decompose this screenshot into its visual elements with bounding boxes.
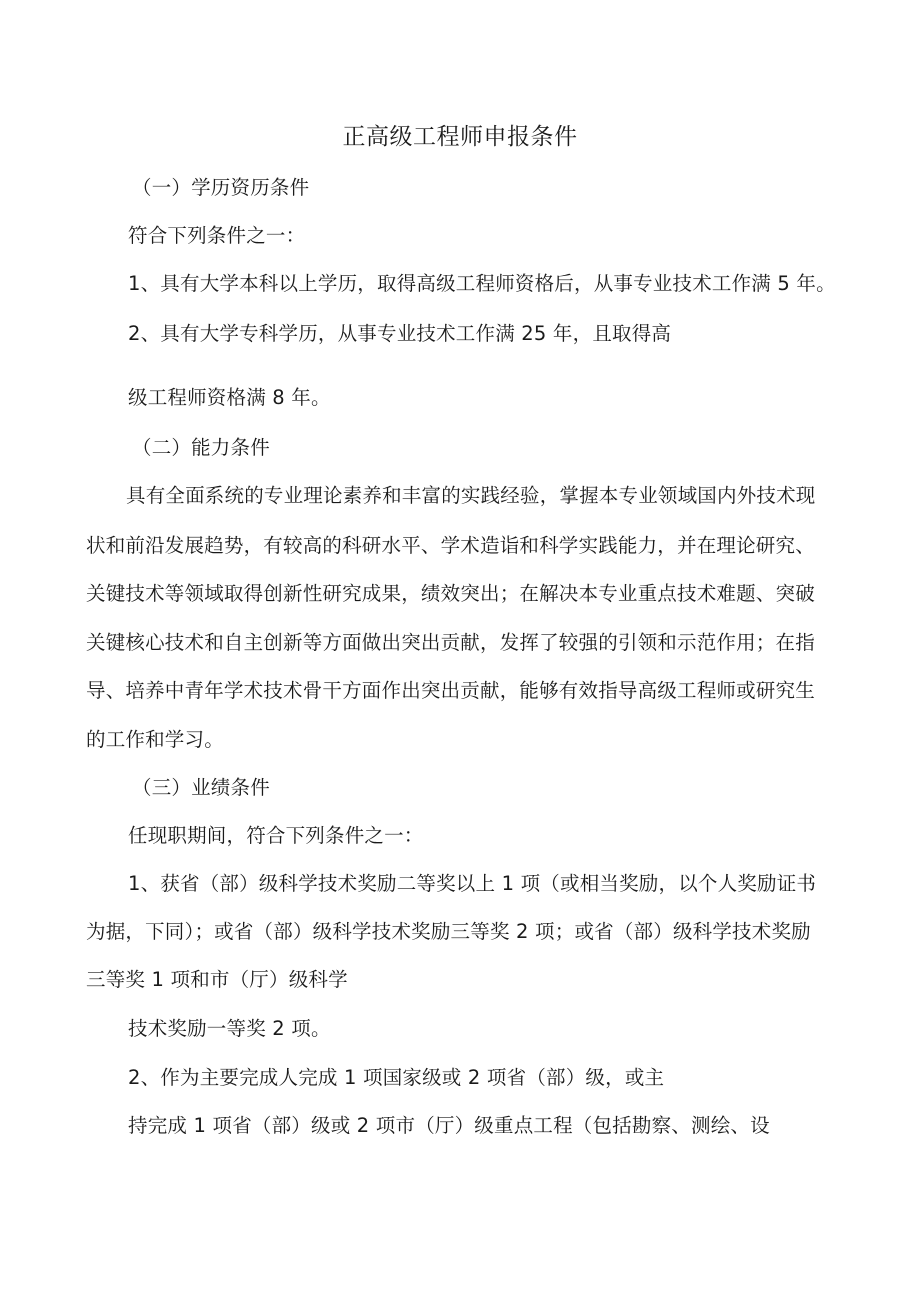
ability-paragraph-line: 关键核心技术和自主创新等方面做出突出贡献，发挥了较强的引领和示范作用；在指	[86, 631, 815, 654]
performance-item-1-continuation: 技术奖励一等奖 2 项。	[128, 1017, 331, 1040]
ability-paragraph-line: 状和前沿发展趋势，有较高的科研水平、学术造诣和科学实践能力，并在理论研究、	[86, 534, 815, 557]
education-item-2-line-2: 级工程师资格满 8 年。	[128, 386, 331, 409]
performance-item-1-line: 1、获省（部）级科学技术奖励二等奖以上 1 项（或相当奖励，以个人奖励证书	[128, 872, 817, 895]
ability-paragraph-line: 导、培养中青年学术技术骨干方面作出突出贡献，能够有效指导高级工程师或研究生	[86, 679, 815, 702]
ability-paragraph-line: 关键技术等领域取得创新性研究成果，绩效突出；在解决本专业重点技术难题、突破	[86, 582, 815, 605]
education-item-1: 1、具有大学本科以上学历，取得高级工程师资格后，从事专业技术工作满 5 年。	[128, 272, 836, 295]
performance-item-1-line: 三等奖 1 项和市（厅）级科学	[86, 968, 348, 991]
performance-item-2-line-2: 持完成 1 项省（部）级或 2 项市（厅）级重点工程（包括勘察、测绘、设	[128, 1114, 770, 1137]
section-heading-education: （一）学历资历条件	[132, 176, 310, 199]
performance-item-1-line: 为据，下同）；或省（部）级科学技术奖励三等奖 2 项；或省（部）级科学技术奖励	[86, 920, 811, 943]
section-intro-performance: 任现职期间，符合下列条件之一：	[128, 824, 424, 847]
ability-paragraph-line: 的工作和学习。	[86, 728, 224, 751]
section-intro-education: 符合下列条件之一：	[128, 224, 306, 247]
document-title: 正高级工程师申报条件	[342, 124, 578, 150]
ability-paragraph-line: 具有全面系统的专业理论素养和丰富的实践经验，掌握本专业领域国内外技术现	[126, 484, 816, 507]
education-item-2-line-1: 2、具有大学专科学历，从事专业技术工作满 25 年，且取得高	[128, 322, 672, 345]
section-heading-performance: （三）业绩条件	[132, 776, 270, 799]
performance-item-2-line-1: 2、作为主要完成人完成 1 项国家级或 2 项省（部）级，或主	[128, 1066, 665, 1089]
section-heading-ability: （二）能力条件	[132, 436, 270, 459]
